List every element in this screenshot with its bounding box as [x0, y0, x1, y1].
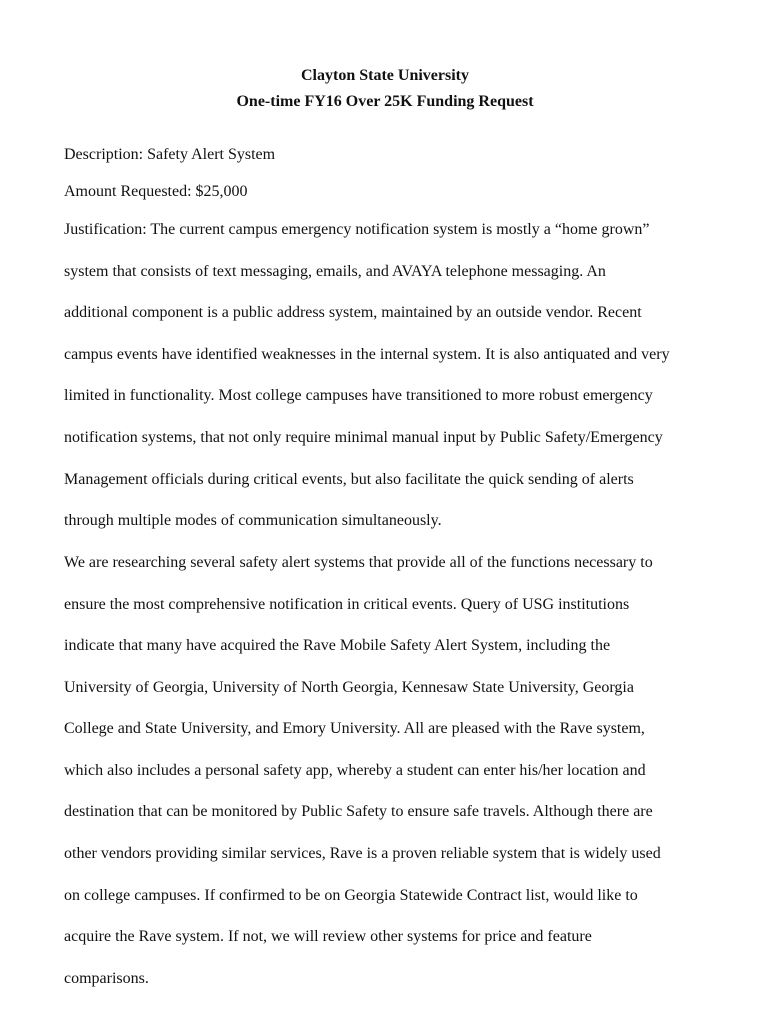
body-line: notification systems, that not only require minimal manual input by Public Safety/Emergency — [64, 429, 663, 446]
institution-title: Clayton State University — [301, 67, 469, 84]
body-line: through multiple modes of communication simultaneously. — [64, 512, 442, 529]
body-line: We are researching several safety alert systems that provide all of the functions necessary to — [64, 554, 653, 571]
amount-line: Amount Requested: $25,000 — [64, 183, 248, 200]
body-line: limited in functionality. Most college campuses have transitioned to more robust emergency — [64, 387, 653, 404]
body-line: other vendors providing similar services, Rave is a proven reliable system that is widely used — [64, 845, 661, 862]
body-line: Justification: The current campus emergency notification system is mostly a “home grown” — [64, 221, 650, 238]
body-line: comparisons. — [64, 970, 149, 987]
body-line: system that consists of text messaging, emails, and AVAYA telephone messaging. An — [64, 263, 606, 280]
body-line: destination that can be monitored by Public Safety to ensure safe travels. Although there are — [64, 803, 653, 820]
body-line: acquire the Rave system. If not, we will review other systems for price and feature — [64, 928, 592, 945]
body-line: College and State University, and Emory University. All are pleased with the Rave system, — [64, 720, 645, 737]
body-line: campus events have identified weaknesses in the internal system. It is also antiquated and very — [64, 346, 670, 363]
description-line: Description: Safety Alert System — [64, 146, 276, 163]
body-line: which also includes a personal safety app, whereby a student can enter his/her location and — [64, 762, 646, 779]
body-line: additional component is a public address system, maintained by an outside vendor. Recent — [64, 304, 642, 321]
request-title: One-time FY16 Over 25K Funding Request — [236, 93, 534, 110]
body-line: University of Georgia, University of North Georgia, Kennesaw State University, Georgia — [64, 679, 634, 696]
body-line: indicate that many have acquired the Rave Mobile Safety Alert System, including the — [64, 637, 611, 654]
body-line: ensure the most comprehensive notification in critical events. Query of USG institutions — [64, 596, 630, 613]
body-line: on college campuses. If confirmed to be on Georgia Statewide Contract list, would like to — [64, 887, 638, 904]
body-line: Management officials during critical events, but also facilitate the quick sending of alerts — [64, 471, 634, 488]
